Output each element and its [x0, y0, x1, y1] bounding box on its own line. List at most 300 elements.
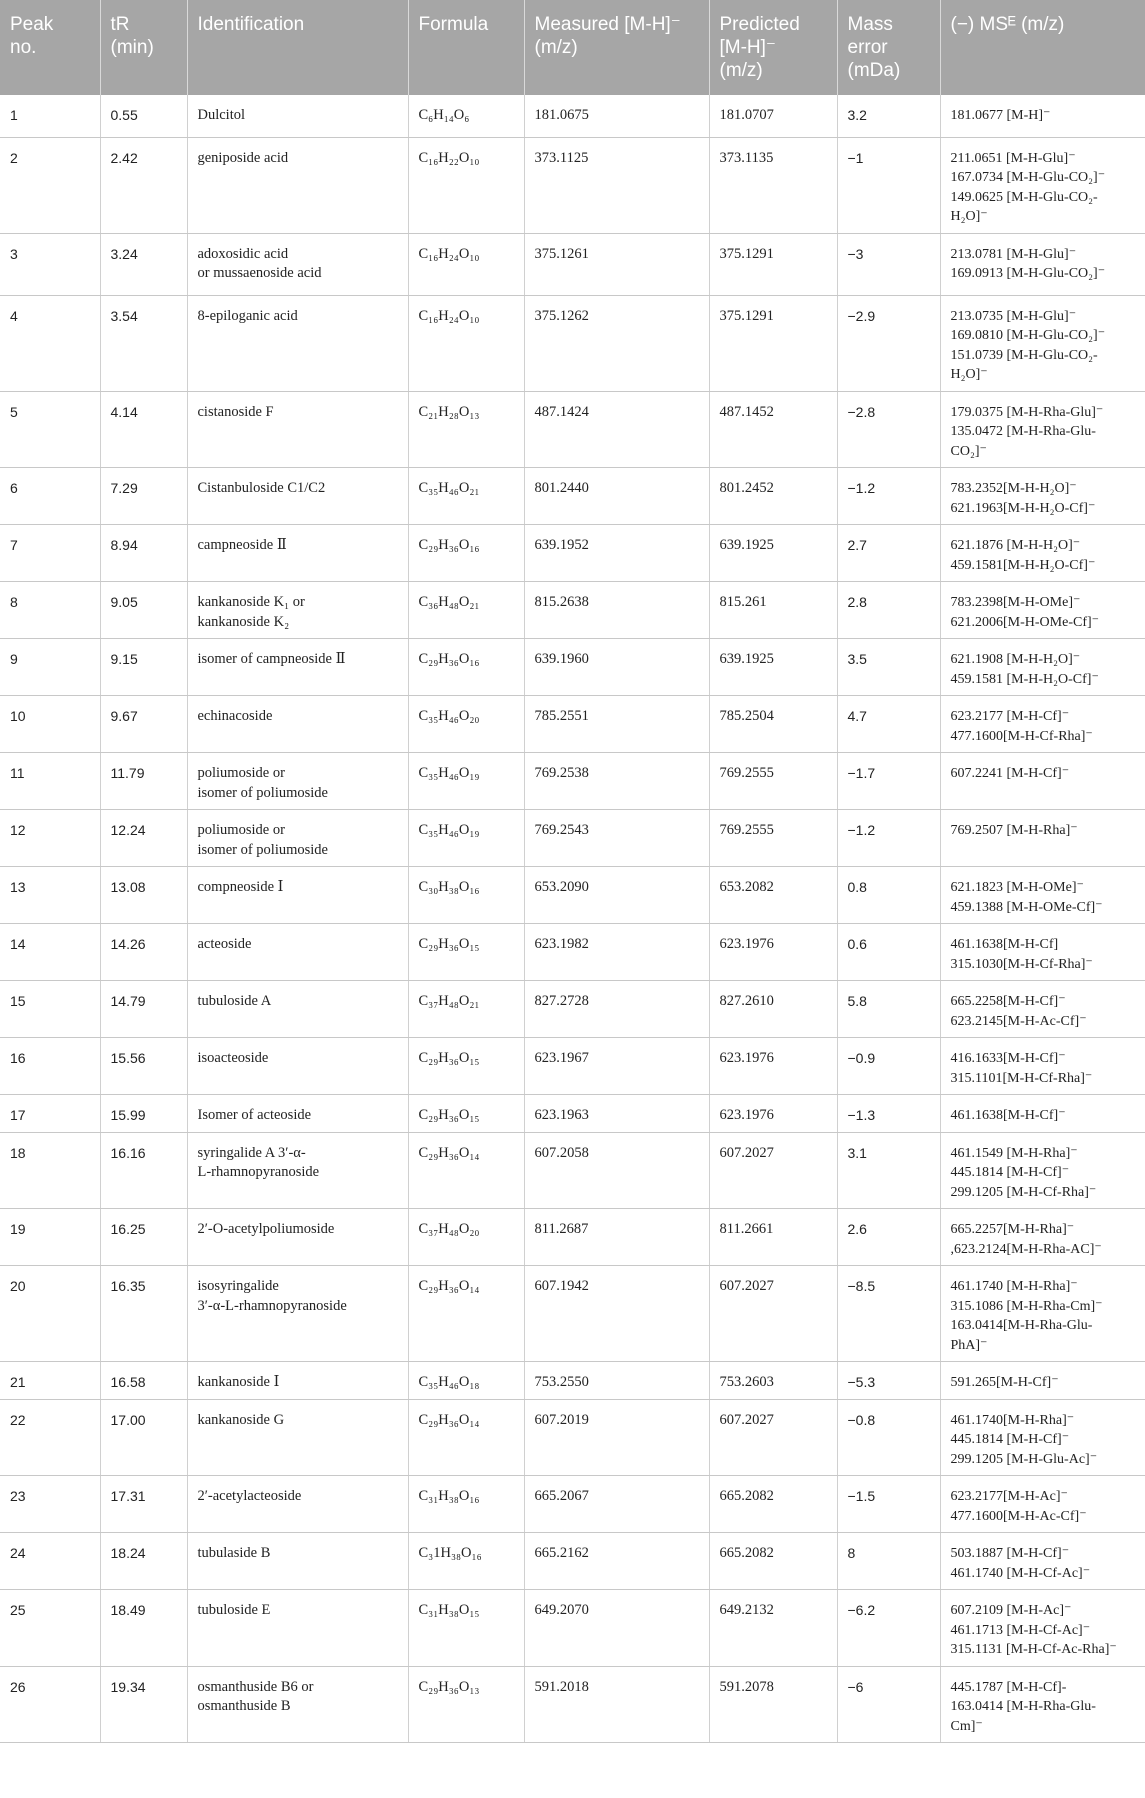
formula-cell: C₃₁H₃₈O₁₆ — [408, 1476, 524, 1533]
header-line: (mDa) — [847, 60, 901, 81]
predicted-mz-cell: 665.2082 — [709, 1476, 837, 1533]
formula-cell: C₂₉H₃₆O₁₆ — [408, 525, 524, 582]
cell-line: 477.1600[M-H-Cf-Rha]⁻ — [950, 728, 1093, 744]
cell-line: echinacoside — [197, 708, 273, 724]
retention-time-cell: 17.31 — [100, 1476, 187, 1533]
formula-cell: C₂₉H₃₆O₁₄ — [408, 1266, 524, 1362]
retention-time-cell: 14.26 — [100, 924, 187, 981]
identification-cell — [187, 810, 408, 867]
cell-line: H₂O]⁻ — [950, 367, 988, 382]
formula-cell: C₁₆H₂₄O₁₀ — [408, 295, 524, 391]
cell-line: 315.1101[M-H-Cf-Rha]⁻ — [950, 1070, 1093, 1086]
table-row — [0, 1476, 1145, 1533]
peak-number-cell: 20 — [0, 1266, 100, 1362]
header-line: Mass — [847, 14, 893, 35]
cell-line: 461.1740 [M-H-Rha]⁻ — [950, 1279, 1078, 1294]
cell-line: 503.1887 [M-H-Cf]⁻ — [950, 1546, 1070, 1561]
table-row — [0, 924, 1145, 981]
mass-error-cell: 0.6 — [837, 924, 940, 981]
cell-line: 445.1787 [M-H-Cf]- — [950, 1679, 1067, 1695]
header-predicted — [709, 0, 837, 95]
cell-line: 299.1205 [M-H-Glu-Ac]⁻ — [950, 1451, 1098, 1467]
retention-time-cell: 3.54 — [100, 295, 187, 391]
peak-number-cell: 13 — [0, 867, 100, 924]
table-row — [0, 525, 1145, 582]
cell-line: 461.1549 [M-H-Rha]⁻ — [950, 1145, 1078, 1161]
cell-line: 665.2257[M-H-Rha]⁻ — [950, 1222, 1075, 1237]
mse-fragments-cell — [940, 696, 1145, 753]
predicted-mz-cell: 623.1976 — [709, 1038, 837, 1095]
cell-line: tubuloside A — [197, 993, 272, 1009]
mse-fragments-cell — [940, 391, 1145, 468]
cell-line: 591.265[M-H-Cf]⁻ — [950, 1375, 1059, 1390]
header-row — [0, 0, 1145, 95]
table-row — [0, 639, 1145, 696]
cell-line: 315.1030[M-H-Cf-Rha]⁻ — [950, 956, 1093, 972]
retention-time-cell: 18.49 — [100, 1590, 187, 1667]
cell-line: 461.1713 [M-H-Cf-Ac]⁻ — [950, 1622, 1091, 1638]
retention-time-cell: 2.42 — [100, 137, 187, 233]
peak-number-cell: 1 — [0, 95, 100, 137]
peak-number-cell: 9 — [0, 639, 100, 696]
cell-line: 2′-O-acetylpoliumoside — [197, 1221, 335, 1237]
identification-cell — [187, 639, 408, 696]
cell-line: adoxosidic acid — [197, 245, 289, 262]
predicted-mz-cell: 815.261 — [709, 582, 837, 639]
cell-line: 179.0375 [M-H-Rha-Glu]⁻ — [950, 404, 1104, 420]
mass-error-cell: 4.7 — [837, 696, 940, 753]
header-line: (min) — [110, 37, 154, 58]
predicted-mz-cell: 785.2504 — [709, 696, 837, 753]
measured-mz-cell: 607.1942 — [524, 1266, 709, 1362]
predicted-mz-cell: 607.2027 — [709, 1132, 837, 1209]
measured-mz-cell: 827.2728 — [524, 981, 709, 1038]
retention-time-cell: 4.14 — [100, 391, 187, 468]
measured-mz-cell: 375.1262 — [524, 295, 709, 391]
cell-line: 769.2507 [M-H-Rha]⁻ — [950, 823, 1078, 838]
mass-error-cell: −3 — [837, 233, 940, 295]
measured-mz-cell: 769.2538 — [524, 753, 709, 810]
cell-line: 211.0651 [M-H-Glu]⁻ — [950, 150, 1076, 166]
measured-mz-cell: 623.1967 — [524, 1038, 709, 1095]
peak-number-cell: 7 — [0, 525, 100, 582]
peak-number-cell: 25 — [0, 1590, 100, 1667]
table-row — [0, 1038, 1145, 1095]
table-row — [0, 295, 1145, 391]
predicted-mz-cell: 653.2082 — [709, 867, 837, 924]
mse-fragments-cell — [940, 1476, 1145, 1533]
mse-fragments-cell — [940, 137, 1145, 233]
retention-time-cell: 8.94 — [100, 525, 187, 582]
measured-mz-cell: 623.1963 — [524, 1095, 709, 1133]
formula-cell: C₃₅H₄₆O₁₈ — [408, 1362, 524, 1400]
cell-line: 315.1131 [M-H-Cf-Ac-Rha]⁻ — [950, 1642, 1117, 1657]
measured-mz-cell: 607.2019 — [524, 1399, 709, 1476]
cell-line: cistanoside F — [197, 403, 274, 420]
mse-fragments-cell — [940, 867, 1145, 924]
measured-mz-cell: 623.1982 — [524, 924, 709, 981]
retention-time-cell: 7.29 — [100, 468, 187, 525]
mse-fragments-cell — [940, 753, 1145, 810]
cell-line: isomer of poliumoside — [197, 784, 328, 801]
retention-time-cell: 17.00 — [100, 1399, 187, 1476]
peak-number-cell: 24 — [0, 1533, 100, 1590]
table-row — [0, 1666, 1145, 1743]
cell-line: isosyringalide — [197, 1278, 279, 1294]
measured-mz-cell: 785.2551 — [524, 696, 709, 753]
table-row — [0, 95, 1145, 137]
cell-line: 623.2177[M-H-Ac]⁻ — [950, 1489, 1068, 1504]
table-row — [0, 696, 1145, 753]
identification-cell — [187, 753, 408, 810]
predicted-mz-cell: 607.2027 — [709, 1399, 837, 1476]
identification-cell — [187, 1209, 408, 1266]
mass-error-cell: 8 — [837, 1533, 940, 1590]
header-line: Measured [M-H]⁻ — [534, 14, 681, 35]
mass-error-cell: 0.8 — [837, 867, 940, 924]
retention-time-cell: 16.16 — [100, 1132, 187, 1209]
cell-line: kankanoside Ⅰ — [197, 1374, 280, 1390]
identification-cell — [187, 1095, 408, 1133]
mse-fragments-cell — [940, 1132, 1145, 1209]
cell-line: 621.1908 [M-H-H₂O]⁻ — [950, 652, 1081, 667]
cell-line: 665.2258[M-H-Cf]⁻ — [950, 994, 1066, 1009]
peak-number-cell: 6 — [0, 468, 100, 525]
mass-error-cell: −1.2 — [837, 810, 940, 867]
table-row — [0, 391, 1145, 468]
cell-line: 461.1740[M-H-Rha]⁻ — [950, 1412, 1075, 1428]
mse-fragments-cell — [940, 1533, 1145, 1590]
mse-fragments-cell — [940, 1362, 1145, 1400]
measured-mz-cell: 373.1125 — [524, 137, 709, 233]
peak-number-cell: 21 — [0, 1362, 100, 1400]
formula-cell: C₁₆H₂₂O₁₀ — [408, 137, 524, 233]
predicted-mz-cell: 181.0707 — [709, 95, 837, 137]
peak-number-cell: 3 — [0, 233, 100, 295]
formula-cell: C₂₉H₃₆O₁₃ — [408, 1666, 524, 1743]
mass-error-cell: 3.2 — [837, 95, 940, 137]
cell-line: isomer of poliumoside — [197, 841, 328, 858]
mse-fragments-cell — [940, 468, 1145, 525]
header-peak-no — [0, 0, 100, 95]
identification-cell — [187, 95, 408, 137]
mse-fragments-cell — [940, 1038, 1145, 1095]
predicted-mz-cell: 623.1976 — [709, 924, 837, 981]
identification-cell — [187, 1590, 408, 1667]
measured-mz-cell: 769.2543 — [524, 810, 709, 867]
predicted-mz-cell: 591.2078 — [709, 1666, 837, 1743]
measured-mz-cell: 665.2162 — [524, 1533, 709, 1590]
mass-error-cell: 2.7 — [837, 525, 940, 582]
cell-line: 445.1814 [M-H-Cf]⁻ — [950, 1432, 1070, 1447]
retention-time-cell: 3.24 — [100, 233, 187, 295]
predicted-mz-cell: 639.1925 — [709, 639, 837, 696]
measured-mz-cell: 665.2067 — [524, 1476, 709, 1533]
cell-line: 783.2352[M-H-H₂O]⁻ — [950, 481, 1077, 496]
peak-number-cell: 26 — [0, 1666, 100, 1743]
cell-line: 213.0781 [M-H-Glu]⁻ — [950, 246, 1077, 262]
cell-line: 459.1581[M-H-H₂O-Cf]⁻ — [950, 557, 1096, 573]
cell-line: tubulaside B — [197, 1545, 271, 1561]
identification-cell — [187, 1476, 408, 1533]
header-retention-time — [100, 0, 187, 95]
identification-cell — [187, 1132, 408, 1209]
header-identification — [187, 0, 408, 95]
identification-cell — [187, 1266, 408, 1362]
cell-line: 621.2006[M-H-OMe-Cf]⁻ — [950, 614, 1100, 630]
cell-line: osmanthuside B6 or — [197, 1678, 314, 1695]
table-row — [0, 1209, 1145, 1266]
predicted-mz-cell: 827.2610 — [709, 981, 837, 1038]
identification-cell — [187, 924, 408, 981]
identification-cell — [187, 233, 408, 295]
mass-error-cell: −8.5 — [837, 1266, 940, 1362]
cell-line: Cistanbuloside C1/C2 — [197, 480, 326, 496]
cell-line: kankanoside K₁ or — [197, 594, 305, 610]
mse-fragments-cell — [940, 1399, 1145, 1476]
predicted-mz-cell: 649.2132 — [709, 1590, 837, 1667]
mse-fragments-cell — [940, 1666, 1145, 1743]
table-row — [0, 1399, 1145, 1476]
formula-cell: C₆H₁₄O₆ — [408, 95, 524, 137]
cell-line: 181.0677 [M-H]⁻ — [950, 108, 1051, 123]
predicted-mz-cell: 801.2452 — [709, 468, 837, 525]
header-measured — [524, 0, 709, 95]
cell-line: ,623.2124[M-H-Rha-AC]⁻ — [950, 1241, 1102, 1257]
formula-cell: C₂₁H₂₈O₁₃ — [408, 391, 524, 468]
predicted-mz-cell: 623.1976 — [709, 1095, 837, 1133]
header-line: (m/z) — [534, 37, 578, 58]
cell-line: tubuloside E — [197, 1602, 271, 1618]
cell-line: 149.0625 [M-H-Glu-CO₂- — [950, 189, 1098, 205]
mass-error-cell: 5.8 — [837, 981, 940, 1038]
table-row — [0, 867, 1145, 924]
cell-line: H₂O]⁻ — [950, 209, 988, 224]
cell-line: 621.1876 [M-H-H₂O]⁻ — [950, 538, 1081, 553]
predicted-mz-cell: 607.2027 — [709, 1266, 837, 1362]
cell-line: or mussaenoside acid — [197, 265, 322, 281]
cell-line: poliumoside or — [197, 765, 285, 781]
predicted-mz-cell: 375.1291 — [709, 295, 837, 391]
mse-fragments-cell — [940, 295, 1145, 391]
mass-error-cell: 3.1 — [837, 1132, 940, 1209]
cell-line: kankanoside K₂ — [197, 613, 290, 630]
formula-cell: C₂₉H₃₆O₁₅ — [408, 1095, 524, 1133]
table-row — [0, 1095, 1145, 1133]
formula-cell: C₂₉H₃₆O₁₄ — [408, 1399, 524, 1476]
identification-cell — [187, 1666, 408, 1743]
mass-error-cell: −5.3 — [837, 1362, 940, 1400]
cell-line: isoacteoside — [197, 1050, 269, 1066]
table-row — [0, 468, 1145, 525]
table-row — [0, 582, 1145, 639]
mass-error-cell: −1 — [837, 137, 940, 233]
table-row — [0, 233, 1145, 295]
measured-mz-cell: 811.2687 — [524, 1209, 709, 1266]
predicted-mz-cell: 487.1452 — [709, 391, 837, 468]
cell-line: CO₂]⁻ — [950, 443, 987, 459]
mse-fragments-cell — [940, 1095, 1145, 1133]
table-body — [0, 95, 1145, 1743]
formula-cell: C₂₉H₃₆O₁₄ — [408, 1132, 524, 1209]
cell-line: 299.1205 [M-H-Cf-Rha]⁻ — [950, 1184, 1097, 1200]
retention-time-cell: 15.99 — [100, 1095, 187, 1133]
formula-cell: C₂₉H₃₆O₁₅ — [408, 924, 524, 981]
formula-cell: C₃₅H₄₆O₂₁ — [408, 468, 524, 525]
retention-time-cell: 16.58 — [100, 1362, 187, 1400]
peak-number-cell: 14 — [0, 924, 100, 981]
cell-line: L-rhamnopyranoside — [197, 1164, 320, 1180]
cell-line: 459.1388 [M-H-OMe-Cf]⁻ — [950, 899, 1103, 915]
retention-time-cell: 19.34 — [100, 1666, 187, 1743]
measured-mz-cell: 639.1952 — [524, 525, 709, 582]
peak-number-cell: 15 — [0, 981, 100, 1038]
retention-time-cell: 11.79 — [100, 753, 187, 810]
header-line: Formula — [418, 14, 489, 35]
header-line: no. — [10, 37, 37, 58]
predicted-mz-cell: 769.2555 — [709, 810, 837, 867]
cell-line: 461.1638[M-H-Cf]⁻ — [950, 1108, 1066, 1123]
mass-error-cell: −2.9 — [837, 295, 940, 391]
cell-line: 8-epiloganic acid — [197, 307, 298, 324]
cell-line: Isomer of acteoside — [197, 1107, 312, 1123]
retention-time-cell: 12.24 — [100, 810, 187, 867]
cell-line: 163.0414 [M-H-Rha-Glu- — [950, 1699, 1096, 1714]
cell-line: 416.1633[M-H-Cf]⁻ — [950, 1051, 1066, 1066]
measured-mz-cell: 815.2638 — [524, 582, 709, 639]
cell-line: 783.2398[M-H-OMe]⁻ — [950, 595, 1081, 610]
cell-line: 135.0472 [M-H-Rha-Glu- — [950, 424, 1096, 439]
retention-time-cell: 15.56 — [100, 1038, 187, 1095]
mse-fragments-cell — [940, 1266, 1145, 1362]
cell-line: Dulcitol — [197, 107, 246, 123]
identification-cell — [187, 1362, 408, 1400]
measured-mz-cell: 487.1424 — [524, 391, 709, 468]
identification-cell — [187, 295, 408, 391]
header-line: (m/z) — [719, 60, 763, 81]
mass-error-cell: −1.7 — [837, 753, 940, 810]
identification-cell — [187, 137, 408, 233]
mass-error-cell: 2.6 — [837, 1209, 940, 1266]
peak-number-cell: 16 — [0, 1038, 100, 1095]
predicted-mz-cell: 769.2555 — [709, 753, 837, 810]
mse-fragments-cell — [940, 582, 1145, 639]
cell-line: 477.1600[M-H-Ac-Cf]⁻ — [950, 1508, 1087, 1524]
formula-cell: C₂₉H₃₆O₁₅ — [408, 1038, 524, 1095]
identification-cell — [187, 1038, 408, 1095]
measured-mz-cell: 375.1261 — [524, 233, 709, 295]
mass-error-cell: −6.2 — [837, 1590, 940, 1667]
retention-time-cell: 13.08 — [100, 867, 187, 924]
measured-mz-cell: 607.2058 — [524, 1132, 709, 1209]
retention-time-cell: 16.35 — [100, 1266, 187, 1362]
formula-cell: C₃₆H₄₈O₂₁ — [408, 582, 524, 639]
predicted-mz-cell: 375.1291 — [709, 233, 837, 295]
cell-line: 445.1814 [M-H-Cf]⁻ — [950, 1165, 1070, 1180]
cell-line: acteoside — [197, 936, 252, 952]
table-row — [0, 753, 1145, 810]
formula-cell: C₃₁H₃₈O₁₅ — [408, 1590, 524, 1667]
cell-line: PhA]⁻ — [950, 1337, 988, 1353]
mse-fragments-cell — [940, 639, 1145, 696]
mass-error-cell: −1.5 — [837, 1476, 940, 1533]
identification-cell — [187, 391, 408, 468]
table-row — [0, 137, 1145, 233]
header-line: error — [847, 37, 888, 58]
retention-time-cell: 9.15 — [100, 639, 187, 696]
peak-number-cell: 19 — [0, 1209, 100, 1266]
mass-error-cell: −2.8 — [837, 391, 940, 468]
cell-line: syringalide A 3′-α- — [197, 1144, 306, 1161]
cell-line: 167.0734 [M-H-Glu-CO₂]⁻ — [950, 170, 1106, 185]
table-row — [0, 981, 1145, 1038]
retention-time-cell: 0.55 — [100, 95, 187, 137]
peak-number-cell: 10 — [0, 696, 100, 753]
mass-error-cell: −6 — [837, 1666, 940, 1743]
cell-line: 459.1581 [M-H-H₂O-Cf]⁻ — [950, 671, 1099, 687]
retention-time-cell: 18.24 — [100, 1533, 187, 1590]
measured-mz-cell: 591.2018 — [524, 1666, 709, 1743]
formula-cell: C₃₅H₄₆O₁₉ — [408, 810, 524, 867]
retention-time-cell: 14.79 — [100, 981, 187, 1038]
table-row — [0, 1533, 1145, 1590]
peak-number-cell: 4 — [0, 295, 100, 391]
mass-error-cell: −0.8 — [837, 1399, 940, 1476]
cell-line: poliumoside or — [197, 822, 285, 838]
peak-number-cell: 22 — [0, 1399, 100, 1476]
identification-cell — [187, 1533, 408, 1590]
cell-line: osmanthuside B — [197, 1698, 291, 1714]
header-line: Identification — [197, 14, 305, 35]
measured-mz-cell: 753.2550 — [524, 1362, 709, 1400]
mass-error-cell: 2.8 — [837, 582, 940, 639]
formula-cell: C₃₀H₃₈O₁₆ — [408, 867, 524, 924]
cell-line: 213.0735 [M-H-Glu]⁻ — [950, 308, 1077, 324]
formula-cell: C₃1H₃₈O₁₆ — [408, 1533, 524, 1590]
cell-line: 621.1963[M-H-H₂O-Cf]⁻ — [950, 500, 1096, 516]
peak-number-cell: 5 — [0, 391, 100, 468]
cell-line: Cm]⁻ — [950, 1718, 983, 1734]
mse-fragments-cell — [940, 924, 1145, 981]
header-line: [M-H]⁻ — [719, 37, 776, 58]
cell-line: kankanoside G — [197, 1411, 285, 1428]
cell-line: 623.2145[M-H-Ac-Cf]⁻ — [950, 1013, 1087, 1029]
mse-fragments-cell — [940, 981, 1145, 1038]
header-formula — [408, 0, 524, 95]
retention-time-cell: 9.67 — [100, 696, 187, 753]
formula-cell: C₃₇H₄₈O₂₀ — [408, 1209, 524, 1266]
retention-time-cell: 16.25 — [100, 1209, 187, 1266]
cell-line: 3′-α-L-rhamnopyranoside — [197, 1297, 347, 1314]
table-row — [0, 1362, 1145, 1400]
mass-error-cell: −0.9 — [837, 1038, 940, 1095]
cell-line: 151.0739 [M-H-Glu-CO₂- — [950, 347, 1098, 363]
mse-fragments-cell — [940, 1209, 1145, 1266]
mse-fragments-cell — [940, 525, 1145, 582]
cell-line: 461.1638[M-H-Cf] — [950, 937, 1059, 952]
table-row — [0, 1132, 1145, 1209]
peak-number-cell: 2 — [0, 137, 100, 233]
cell-line: 607.2109 [M-H-Ac]⁻ — [950, 1603, 1072, 1618]
formula-cell: C₁₆H₂₄O₁₀ — [408, 233, 524, 295]
measured-mz-cell: 649.2070 — [524, 1590, 709, 1667]
mse-fragments-cell — [940, 233, 1145, 295]
cell-line: 169.0810 [M-H-Glu-CO₂]⁻ — [950, 328, 1106, 343]
peak-number-cell: 17 — [0, 1095, 100, 1133]
mass-error-cell: −1.2 — [837, 468, 940, 525]
cell-line: geniposide acid — [197, 149, 289, 166]
identification-cell — [187, 981, 408, 1038]
